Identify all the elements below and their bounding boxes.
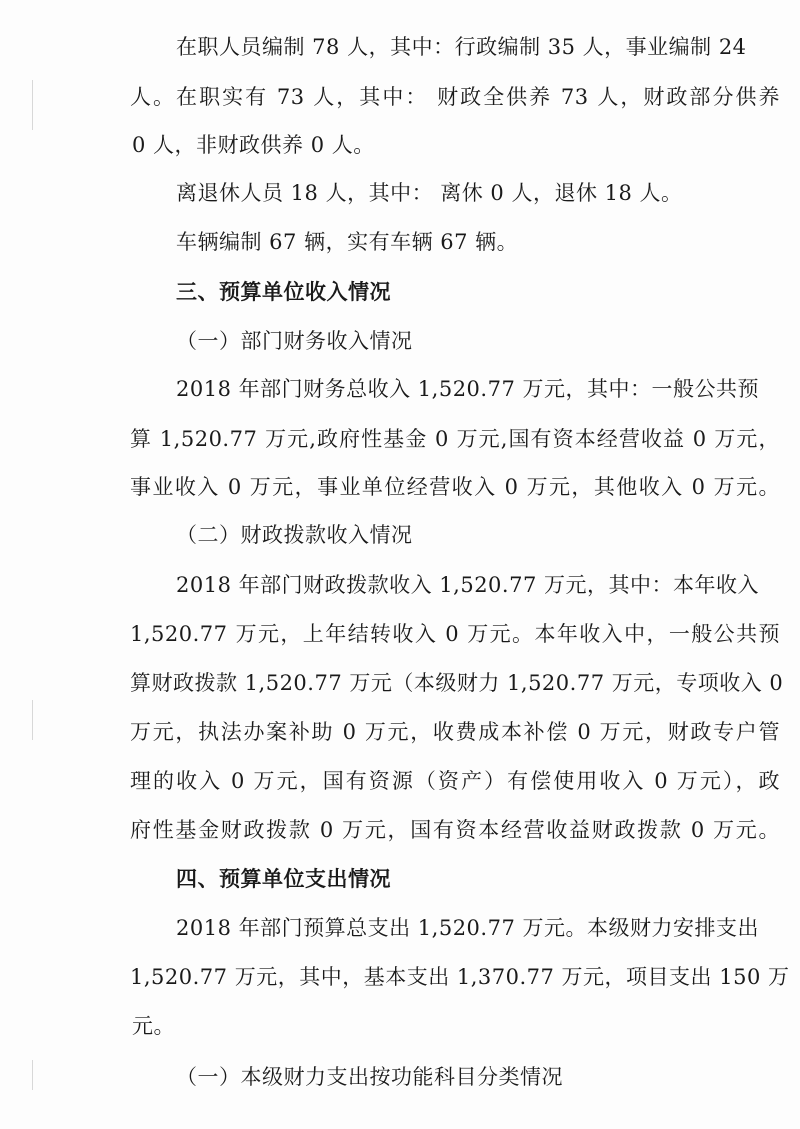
- section-heading-income: 三、预算单位收入情况: [176, 280, 391, 304]
- paragraph-fiscal-appropriation-line: 1,520.77 万元，上年结转收入 0 万元。本年收入中，一般公共预: [130, 622, 780, 646]
- scan-edge-mark: [32, 1060, 33, 1090]
- subheading-department-income: （一）部门财务收入情况: [176, 329, 413, 353]
- subheading-functional-classification: （一）本级财力支出按功能科目分类情况: [176, 1065, 563, 1089]
- scan-edge-mark: [32, 700, 33, 740]
- paragraph-vehicles: 车辆编制 67 辆，实有车辆 67 辆。: [176, 230, 519, 254]
- paragraph-expenditure-line: 1,520.77 万元，其中，基本支出 1,370.77 万元，项目支出 150 万: [130, 965, 790, 989]
- scan-edge-mark: [32, 80, 33, 130]
- paragraph-expenditure-line: 2018 年部门预算总支出 1,520.77 万元。本级财力安排支出: [176, 916, 759, 940]
- paragraph-fiscal-appropriation-line: 理的收入 0 万元，国有资源（资产）有偿使用收入 0 万元），政: [130, 769, 780, 793]
- paragraph-fiscal-appropriation-line: 万元，执法办案补助 0 万元，收费成本补偿 0 万元，财政专户管: [130, 720, 780, 744]
- subheading-fiscal-appropriation: （二）财政拨款收入情况: [176, 523, 413, 547]
- section-heading-expenditure: 四、预算单位支出情况: [176, 867, 391, 891]
- paragraph-department-income-line: 事业收入 0 万元，事业单位经营收入 0 万元，其他收入 0 万元。: [130, 475, 780, 499]
- paragraph-staffing-line: 0 人，非财政供养 0 人。: [132, 133, 375, 157]
- paragraph-department-income-line: 2018 年部门财务总收入 1,520.77 万元，其中：一般公共预: [176, 377, 759, 401]
- paragraph-expenditure-line: 元。: [132, 1014, 175, 1038]
- paragraph-fiscal-appropriation-line: 府性基金财政拨款 0 万元，国有资本经营收益财政拨款 0 万元。: [130, 818, 780, 842]
- paragraph-fiscal-appropriation-line: 2018 年部门财政拨款收入 1,520.77 万元，其中：本年收入: [176, 573, 759, 597]
- paragraph-fiscal-appropriation-line: 算财政拨款 1,520.77 万元（本级财力 1,520.77 万元，专项收入 0: [130, 671, 784, 695]
- paragraph-retirees: 离退休人员 18 人，其中： 离休 0 人，退休 18 人。: [176, 181, 683, 205]
- paragraph-staffing-line: 在职人员编制 78 人，其中：行政编制 35 人，事业编制 24: [176, 35, 747, 59]
- paragraph-staffing-line: 人。在职实有 73 人，其中： 财政全供养 73 人，财政部分供养: [130, 85, 780, 109]
- paragraph-department-income-line: 算 1,520.77 万元,政府性基金 0 万元,国有资本经营收益 0 万元，: [130, 427, 780, 451]
